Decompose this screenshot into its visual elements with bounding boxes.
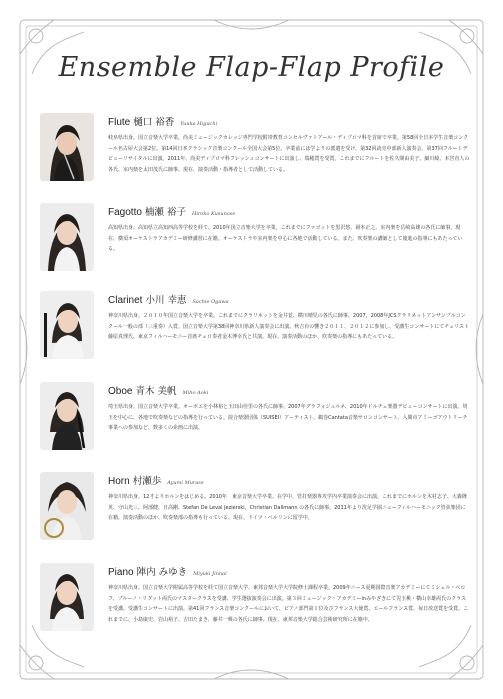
instrument-label: Flute [108, 117, 131, 128]
horn-portrait-photo [40, 472, 94, 540]
member-bio: 岐阜県出身。国立音楽大学卒業。尚美ミュージックカレッジ専門学校附帯教育コンセルヴァトアール・ディプロマ科を首席で卒業。第58回全日本学生音楽コンクール名古屋大会第2位。第14回日本クラシック音楽コンクール全国大会第5位。卒業前には学よりの派遣を受け、第32回読売中部新人演奏会、第37回フルートデビューリサイタルに出演。2011年、尚美ディプロマ科フレッシュコンサートに出演し、瑞穂賞を受賞。これまでにフルートを佐久間由美子、細川綾、本宮直人の各氏、室内楽を太田茂氏に師事。現在、演奏活動・指導者として活動している。 [108, 135, 470, 173]
member-romanized-name: Miyuki Jinnai [193, 571, 227, 577]
instrument-label: Horn [108, 476, 130, 487]
instrument-label: Fagotto [108, 207, 142, 218]
member-romanized-name: Sachie Ogawa [192, 299, 229, 305]
member-bio: 神奈川県出身。２０１０年国立音楽大学を卒業。これまでにクラリネットを金井覚、横川晴児の各氏に師事。2007、2008年JCSクラリネットアンサンブルコンクール一般の部（三重奏）入賞。国立音楽大学第38回神奈川県新人演奏会に出演。秋吉台の響き２０１１、２０１２に参加し、受講生コンサートにてチェリスト藤原真理氏、東京フィルハーモニー首席チェロ奏者金木博幸氏と共演。現在、演奏活動のほか、吹奏楽の指導にもあたっている。 [108, 313, 470, 340]
instrument-label: Oboe [108, 386, 133, 397]
member-romanized-name: Yuuka Higuchi [180, 121, 218, 127]
member-name: 小川 幸恵 [145, 295, 187, 306]
piano-portrait-photo [40, 563, 94, 631]
member-name: 青木 美帆 [135, 386, 177, 397]
member-romanized-name: Miho Aoki [182, 390, 209, 396]
instrument-label: Clarinet [108, 295, 143, 306]
member-name: 楠瀬 裕子 [144, 207, 186, 218]
member-name: 樋口 裕香 [133, 117, 175, 128]
page-title: Ensemble Flap-Flap Profile [58, 52, 445, 83]
fagotto-portrait-photo [40, 203, 94, 271]
member-name: 陣内 みゆき [136, 567, 188, 578]
member-bio: 埼玉県出身。国立音楽大学卒業。オーボエを小林裕と玉田由佳里の各氏に師事。2007年グラフォジュルネ、2010年ドルチェ楽器デビューコンサートに出演。埼玉を中心に、各地で吹奏楽などの指導を行っている。混合楽器団体（SUISEI）アーティスト。鶴巻Cantata音楽サロンコンサート、入間市アミーゴアウトリーチ事業への参加など、数多くの企画に出演。 [108, 404, 468, 431]
clarinet-portrait-photo [40, 291, 94, 359]
member-bio: 神奈川県出身。12才よりホルンをはじめる。2010年 東京音楽大学卒業。在学中、管打楽器専攻学内卒業演奏会に出演。これまでにホルンを木村志子、大森隆英、守山光三、阿部健、日高剛、Stefan De Leval Jezierski、Christian Dallmann の各氏に師事。2011年より洗足学園ニューフィルハーモニック管弦楽団に在籍。演奏活動のほか、吹奏楽部の指導も行っている。現在、ドイツ・ベルリンに留学中。 [108, 494, 467, 521]
member-name: 村瀬歩 [132, 476, 162, 487]
instrument-label: Piano [108, 567, 134, 578]
flute-portrait-photo [40, 113, 94, 181]
member-bio: 神奈川県出身。国立音楽大学附属高等学校を経て国立音楽大学、東邦音楽大学大学院修士課程卒業。2009年ニース夏期国際音楽アカデミーにてミシェル・ベロフ、ブルーノ・リグット両氏のマスタークラスを受講、学生選抜演奏会に出演。第３回ミュージック・アカデミーinみやざきにて児玉桃・横山幸雄両氏のクラスを受講、受講生コンサートに出演。第41回フランス音楽コンクールにおいて、ピアノ部門第１位及びフランス大使賞、エールフランス賞、毎日放送賞を受賞。これまでに、小島康史、岩山裕子、吉田たまき、藤井一興の各氏に師事。現在、東邦音楽大学総合芸術研究所に在籍中。 [108, 585, 469, 623]
member-romanized-name: Ayumi Murase [167, 480, 204, 486]
member-romanized-name: Hiroko Kusunose [191, 211, 236, 217]
oboe-portrait-photo [40, 382, 94, 450]
member-bio: 高知県出身。高知県立高知西高等学校を経て、2010年国立音楽大学を卒業。これまでにファゴットを黒沢悠、岡本正之、室内楽を岳崎高雄の各氏に師事。現在、横須オーケストラアカデミー研修講習に在籍。オーケストラや室内楽を中心に各地で活動している。また、吹奏楽の講師として後進の指導にもあたっている。 [108, 225, 463, 252]
